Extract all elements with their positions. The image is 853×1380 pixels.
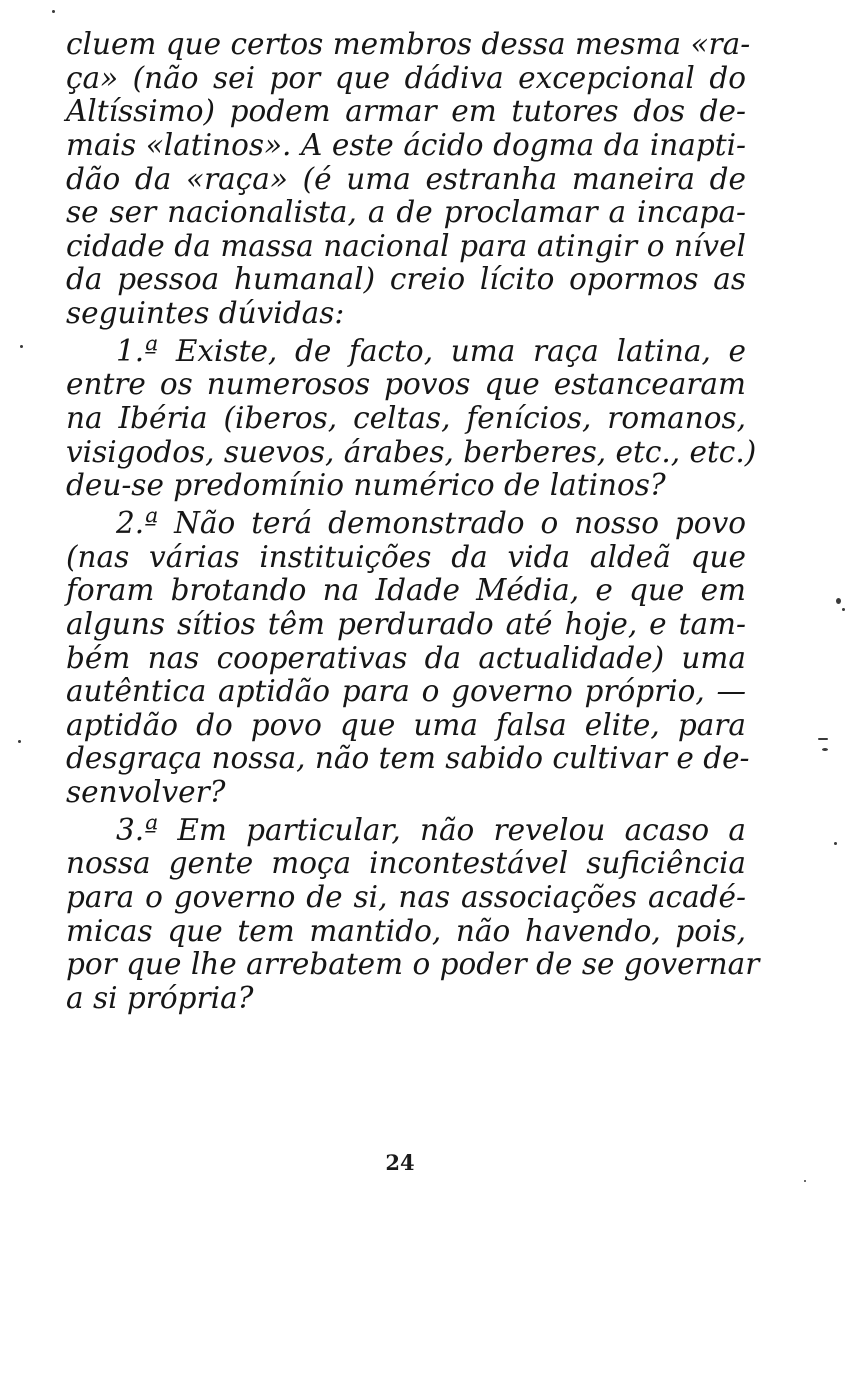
text-line: aptidão do povo que uma falsa elite, para: [66, 707, 746, 742]
scan-speck: [836, 598, 841, 604]
text-line: 1.ª Existe, de facto, uma raça latina, e: [116, 333, 746, 368]
scan-speck: [842, 608, 845, 611]
text-line: micas que tem mantido, não havendo, pois,: [66, 913, 746, 948]
text-line: na Ibéria (iberos, celtas, fenícios, romanos,: [66, 401, 746, 436]
text-line: para o governo de si, nas associações acadé-: [66, 880, 746, 915]
text-line: alguns sítios têm perdurado até hoje, e tam-: [66, 606, 746, 641]
text-line: (nas várias instituições da vida aldeã que: [66, 539, 746, 574]
text-line: se ser nacionalista, a de proclamar a incapa-: [66, 195, 746, 230]
text-line: nossa gente moça incontestável suficiência: [66, 846, 746, 881]
text-line: seguintes dúvidas:: [66, 296, 345, 331]
text-line: Altíssimo) podem armar em tutores dos de-: [66, 94, 746, 129]
scan-speck: [834, 842, 837, 845]
text-line: ça» (não sei por que dádiva excepcional do: [66, 60, 746, 95]
scan-speck: [818, 738, 828, 740]
text-line: senvolver?: [66, 775, 226, 810]
text-line: visigodos, suevos, árabes, berberes, etc., etc.): [66, 434, 757, 469]
text-line: 2.ª Não terá demonstrado o nosso povo: [116, 505, 746, 540]
scan-speck: [18, 740, 21, 743]
text-line: entre os numerosos povos que estancearam: [66, 367, 746, 402]
scan-speck: [804, 1180, 806, 1182]
scan-speck: [52, 10, 55, 13]
text-line: foram brotando na Idade Média, e que em: [66, 573, 746, 608]
text-line: dão da «raça» (é uma estranha maneira de: [66, 161, 746, 196]
text-line: deu-se predomínio numérico de latinos?: [66, 468, 666, 503]
scan-speck: [822, 748, 828, 751]
text-line: a si própria?: [66, 980, 254, 1015]
text-line: autêntica aptidão para o governo próprio, —: [66, 674, 746, 709]
text-line: por que lhe arrebatem o poder de se governar: [66, 947, 760, 982]
body-text: [66, 27, 760, 1016]
page-number: 24: [385, 1150, 415, 1175]
scan-speck: [20, 345, 23, 348]
text-line: bém nas cooperativas da actualidade) uma: [66, 640, 746, 675]
text-line: cluem que certos membros dessa mesma «ra-: [66, 27, 751, 61]
text-line: mais «latinos». A este ácido dogma da inapti-: [66, 127, 746, 162]
text-line: desgraça nossa, não tem sabido cultivar e de-: [66, 741, 750, 776]
text-line: cidade da massa nacional para atingir o nível: [66, 228, 746, 263]
text-line: 3.ª Em particular, não revelou acaso a: [116, 812, 746, 847]
text-line: da pessoa humanal) creio lícito opormos as: [66, 262, 746, 297]
